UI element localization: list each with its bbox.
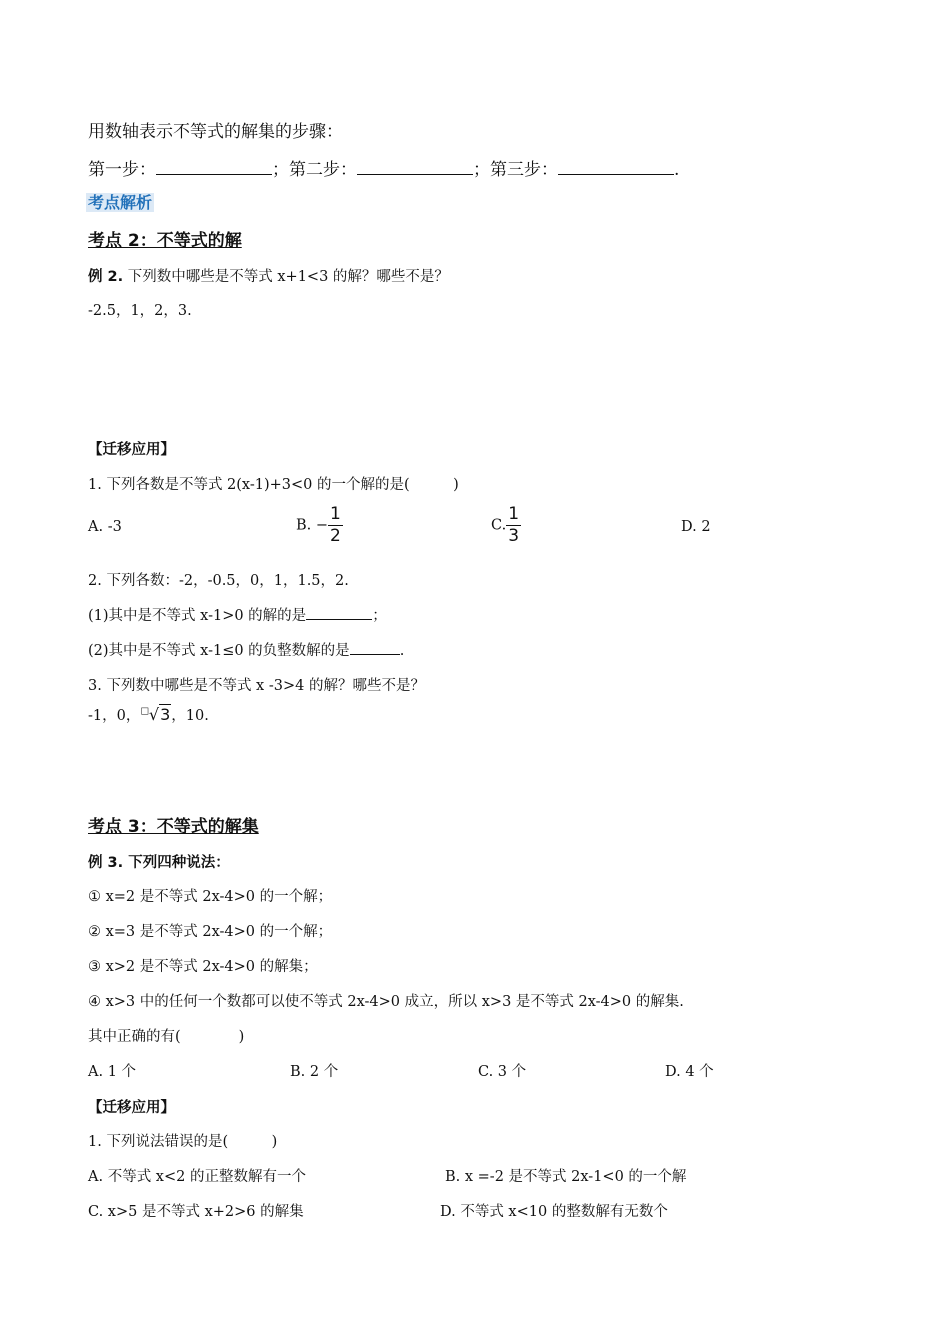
q2-part1-text: (1)其中是不等式 x-1>0 的解的是	[88, 608, 307, 624]
t1-q1-option-b-prefix: B. −	[296, 517, 329, 534]
section-tag	[86, 190, 154, 213]
statement-3: ③ x>2 是不等式 2x-4>0 的解集；	[88, 959, 318, 975]
example3: 例 3. 下列四种说法：	[88, 855, 230, 871]
q2-part1-end: ；	[372, 608, 387, 624]
t2-option-d[interactable]: D. 不等式 x<10 的整数解有无数个	[440, 1204, 668, 1220]
kp3-option-c[interactable]: C. 3 个	[478, 1064, 527, 1080]
t1-question2: 2. 下列各数：-2，-0.5，0，1，1.5，2.	[88, 573, 349, 589]
q2-part2-end: .	[399, 643, 405, 659]
example2	[88, 265, 449, 286]
q3-nums-suffix: ，10.	[171, 708, 209, 724]
cube-root: □√3	[140, 705, 171, 724]
statement-4: ④ x>3 中的任何一个数都可以使不等式 2x-4>0 成立，所以 x>3 是不等式 2x-4>0 的解集.	[88, 994, 684, 1010]
step3-label: ；第三步：	[473, 160, 558, 180]
t2-option-b[interactable]: B. x =-2 是不等式 2x-1<0 的一个解	[445, 1169, 687, 1185]
t1-q1-option-b[interactable]	[296, 506, 343, 545]
step1-blank[interactable]	[156, 160, 272, 175]
t1-question2-part1	[88, 604, 387, 625]
statement-1: ① x=2 是不等式 2x-4>0 的一个解；	[88, 889, 333, 905]
steps-end: .	[674, 160, 680, 180]
steps-blanks-line	[88, 155, 679, 180]
statement-2: ② x=3 是不等式 2x-4>0 的一个解；	[88, 924, 333, 940]
t1-q1-option-c-prefix: C.	[491, 517, 507, 534]
steps-title: 用数轴表示不等式的解集的步骤：	[88, 122, 343, 142]
t1-question1: 1. 下列各数是不等式 2(x-1)+3<0 的一个解的是( )	[88, 477, 459, 493]
fraction-numerator: 1	[508, 504, 520, 524]
section-tag-label: 考点解析	[88, 193, 153, 212]
step2-label: ；第二步：	[272, 160, 357, 180]
kp3-heading: 考点 3：不等式的解集	[88, 817, 259, 837]
step2-blank[interactable]	[357, 160, 473, 175]
radicand: 3	[160, 705, 171, 724]
kp2-heading: 考点 2：不等式的解	[88, 231, 242, 251]
q2-part1-blank[interactable]	[306, 605, 372, 620]
fraction-numerator: 1	[330, 504, 341, 524]
t2-option-c[interactable]: C. x>5 是不等式 x+2>6 的解集	[88, 1204, 304, 1220]
t1-question2-part2	[88, 639, 404, 660]
transfer2-title: 【迁移应用】	[88, 1100, 175, 1116]
fraction-denominator: 3	[508, 526, 520, 546]
t1-q1-option-a[interactable]: A. -3	[88, 519, 122, 535]
example2-label: 例 2.	[88, 269, 124, 285]
t1-question3: 3. 下列数中哪些是不等式 x -3>4 的解？哪些不是？	[88, 678, 425, 694]
t2-question1: 1. 下列说法错误的是( )	[88, 1134, 278, 1150]
t1-q1-option-d[interactable]: D. 2	[681, 519, 711, 535]
example3-question: 其中正确的有( )	[88, 1029, 245, 1045]
t1-q1-option-b-fraction	[328, 506, 343, 545]
example2-text: 下列数中哪些是不等式 x+1<3 的解？哪些不是？	[123, 269, 449, 285]
kp3-option-b[interactable]: B. 2 个	[290, 1064, 339, 1080]
kp3-option-d[interactable]: D. 4 个	[665, 1064, 714, 1080]
transfer1-title: 【迁移应用】	[88, 442, 175, 458]
step1-label: 第一步：	[88, 160, 156, 180]
kp3-option-a[interactable]: A. 1 个	[88, 1064, 137, 1080]
q2-part2-text: (2)其中是不等式 x-1≤0 的负整数解的是	[88, 643, 350, 659]
example2-numbers: -2.5，1，2，3.	[88, 303, 192, 319]
t1-question3-numbers	[88, 704, 209, 725]
t1-q1-option-c[interactable]	[491, 506, 521, 545]
fraction-denominator: 2	[330, 526, 341, 546]
q3-nums-prefix: -1，0，	[88, 708, 141, 724]
t1-q1-option-c-fraction	[506, 506, 521, 545]
t2-option-a[interactable]: A. 不等式 x<2 的正整数解有一个	[88, 1169, 306, 1185]
root-index: □	[140, 706, 149, 717]
q2-part2-blank[interactable]	[350, 640, 400, 655]
step3-blank[interactable]	[558, 160, 674, 175]
